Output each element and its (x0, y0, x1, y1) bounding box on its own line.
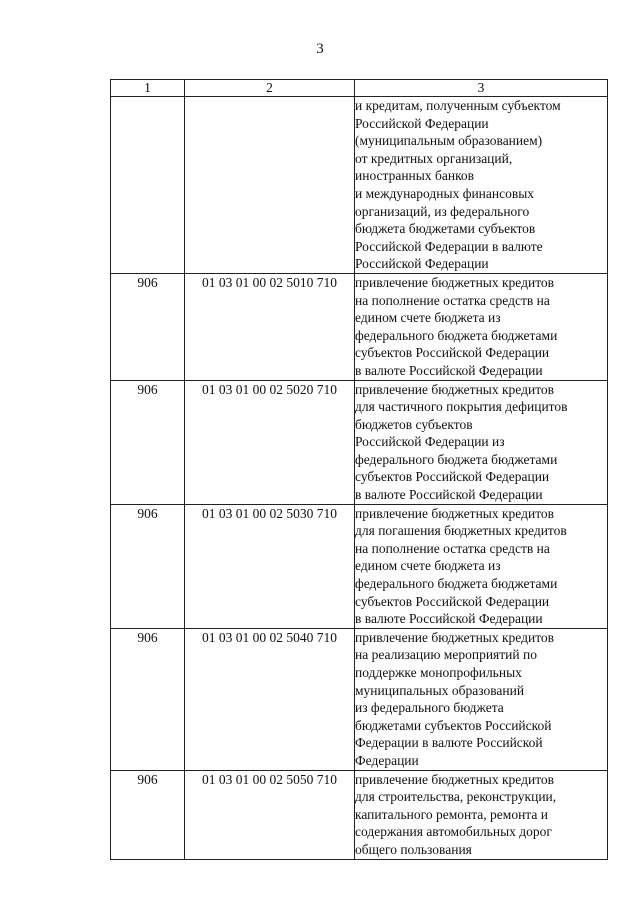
admin-code-cell (111, 97, 185, 274)
source-name-line: на пополнение остатка средств на (355, 540, 550, 556)
source-name-cell (355, 770, 608, 859)
column-header-3: 3 (355, 80, 608, 97)
classification-code-cell: 01 03 01 00 02 5010 710 (185, 273, 355, 380)
source-name-line: и международных финансовых (355, 185, 535, 201)
source-name-line: привлечение бюджетных кредитов (355, 771, 555, 787)
table-header-row (111, 80, 608, 97)
source-name-line: (муниципальным образованием) (355, 133, 543, 149)
source-name-line: и кредитам, полученным субъектом (355, 98, 561, 113)
source-name-cell (355, 628, 608, 770)
source-name-line: привлечение бюджетных кредитов (355, 274, 555, 290)
source-name-line: капитального ремонта, ремонта и (355, 806, 548, 822)
source-name-line: Российской Федерации (355, 256, 489, 272)
source-name-line: привлечение бюджетных кредитов (355, 505, 555, 521)
page-number: 3 (316, 41, 324, 57)
source-name-cell (355, 504, 608, 628)
source-name-line: бюджетами субъектов Российской (355, 717, 552, 733)
table-row (111, 380, 608, 504)
classification-code-cell: 01 03 01 00 02 5050 710 (185, 770, 355, 859)
source-name-line: федерального бюджета бюджетами (355, 327, 558, 343)
source-name-line: субъектов Российской Федерации (355, 345, 550, 361)
classification-code-cell: 01 03 01 00 02 5020 710 (185, 380, 355, 504)
table-row (111, 628, 608, 770)
source-name-line: привлечение бюджетных кредитов (355, 629, 555, 645)
table-body (111, 97, 608, 860)
source-name-line: из федерального бюджета (355, 700, 504, 716)
source-name-line: на реализацию мероприятий по (355, 647, 537, 663)
admin-code-cell: 906 (111, 273, 185, 380)
source-name-cell (355, 97, 608, 274)
source-name-line: организаций, из федерального (355, 203, 530, 219)
column-header-1: 1 (111, 80, 185, 97)
source-name-line: бюджета бюджетами субъектов (355, 221, 536, 237)
source-name-line: на пополнение остатка средств на (355, 292, 550, 308)
column-header-2: 2 (185, 80, 355, 97)
source-name-line: для частичного покрытия дефицитов (355, 399, 568, 415)
source-name-line: содержания автомобильных дорог (355, 824, 552, 840)
source-name-line: в валюте Российской Федерации (355, 611, 543, 627)
source-name-line: едином счете бюджета из (355, 558, 501, 574)
table-row (111, 770, 608, 859)
source-name-line: Российской Федерации (355, 115, 489, 131)
classification-code-cell: 01 03 01 00 02 5030 710 (185, 504, 355, 628)
source-name-line: Российской Федерации в валюте (355, 238, 543, 254)
source-name-line: для строительства, реконструкции, (355, 789, 557, 805)
source-name-line: Федерации в валюте Российской (355, 735, 543, 751)
source-name-line: в валюте Российской Федерации (355, 487, 543, 503)
source-name-line: субъектов Российской Федерации (355, 593, 550, 609)
admin-code-cell: 906 (111, 628, 185, 770)
budget-classification-table (110, 79, 608, 860)
admin-code-cell: 906 (111, 380, 185, 504)
source-name-line: поддержке монопрофильных (355, 665, 522, 680)
source-name-line: для погашения бюджетных кредитов (355, 523, 567, 539)
source-name-line: федерального бюджета бюджетами (355, 451, 558, 467)
source-name-line: от кредитных организаций, (355, 150, 513, 166)
source-name-line: муниципальных образований (355, 682, 525, 698)
source-name-line: субъектов Российской Федерации (355, 469, 550, 485)
table-row (111, 273, 608, 380)
source-name-line: едином счете бюджета из (355, 310, 501, 326)
admin-code-cell: 906 (111, 504, 185, 628)
source-name-line: привлечение бюджетных кредитов (355, 381, 555, 397)
classification-code-cell (185, 97, 355, 274)
source-name-cell (355, 380, 608, 504)
source-name-line: иностранных банков (355, 168, 475, 184)
classification-code-cell: 01 03 01 00 02 5040 710 (185, 628, 355, 770)
table-row (111, 97, 608, 274)
table-row (111, 504, 608, 628)
source-name-line: в валюте Российской Федерации (355, 362, 543, 378)
source-name-cell (355, 273, 608, 380)
source-name-line: федерального бюджета бюджетами (355, 576, 558, 592)
source-name-line: Российской Федерации из (355, 434, 505, 450)
source-name-line: бюджетов субъектов (355, 416, 473, 432)
source-name-line: Федерации (355, 752, 419, 768)
admin-code-cell: 906 (111, 770, 185, 859)
source-name-line: общего пользования (355, 841, 472, 857)
